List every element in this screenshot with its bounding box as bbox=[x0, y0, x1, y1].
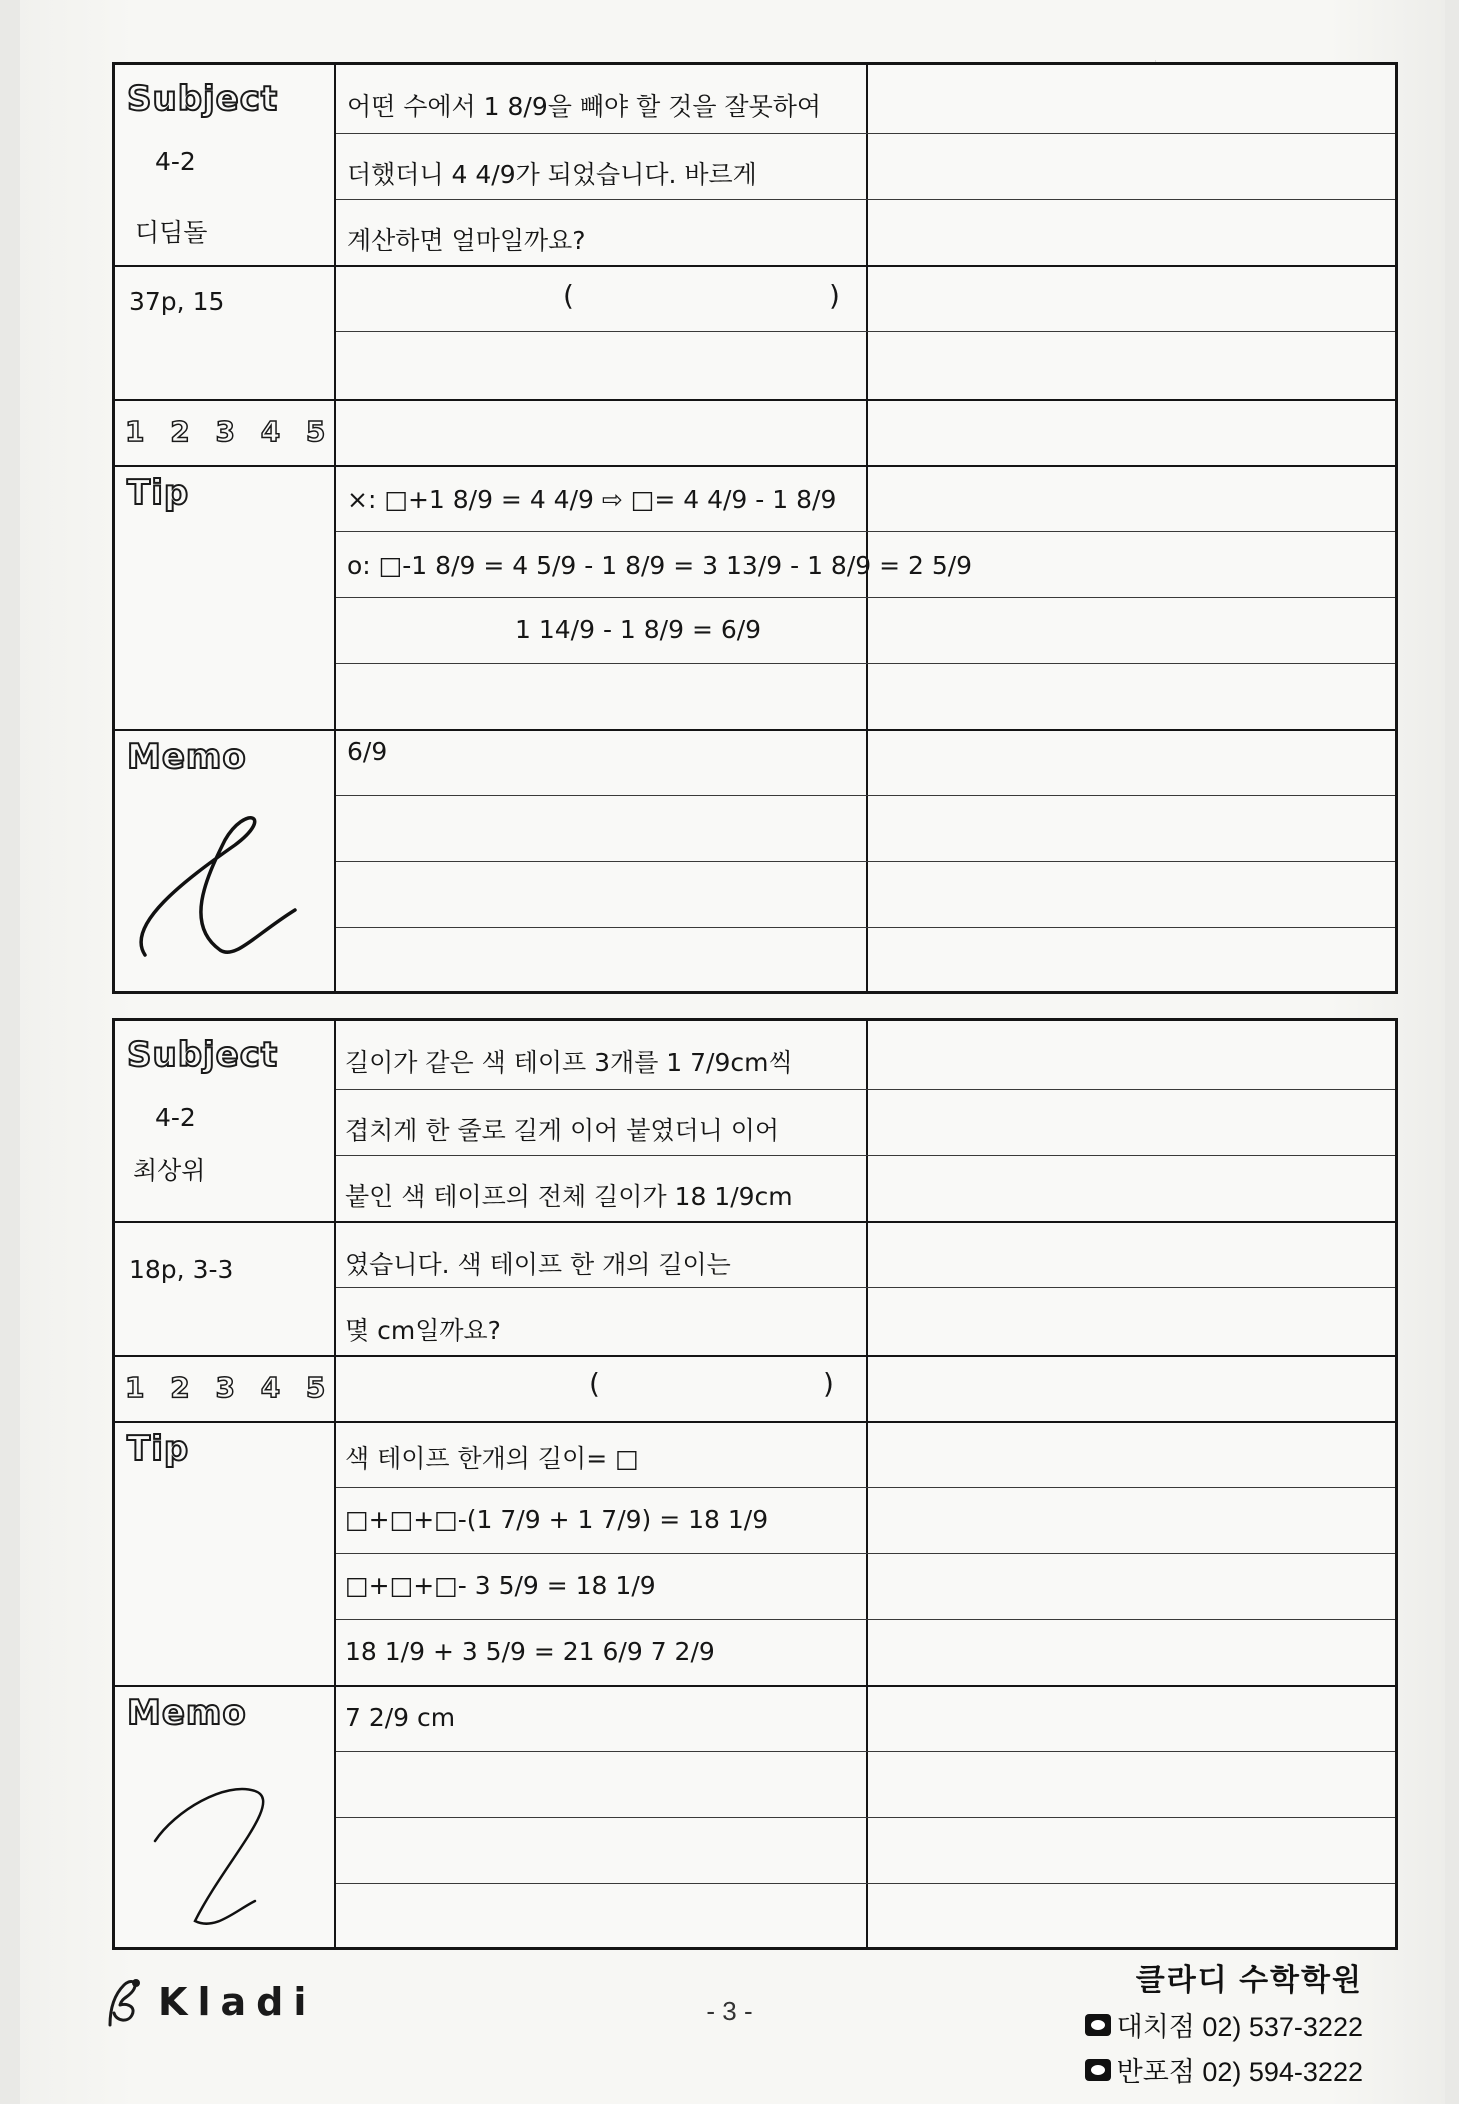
answer-paren-open: ( bbox=[589, 1367, 600, 1400]
question-line: 겹치게 한 줄로 길게 이어 붙였더니 이어 bbox=[345, 1116, 780, 1145]
ruled-line bbox=[336, 729, 1395, 731]
column-divider bbox=[866, 1021, 868, 1947]
ruled-line bbox=[336, 1089, 1395, 1090]
ruled-line bbox=[336, 465, 1395, 467]
row-divider bbox=[115, 399, 336, 401]
question-line: 몇 cm일까요? bbox=[345, 1316, 501, 1345]
memo-label: Memo bbox=[127, 737, 247, 777]
question-line: 붙인 색 테이프의 전체 길이가 18 1/9cm bbox=[345, 1182, 793, 1211]
row-divider bbox=[115, 1355, 336, 1357]
ruled-line bbox=[336, 331, 1395, 332]
book-name: 최상위 bbox=[133, 1156, 206, 1185]
ruled-line bbox=[336, 1221, 1395, 1223]
ruled-line bbox=[336, 265, 1395, 267]
ruled-line bbox=[336, 927, 1395, 928]
ruled-line bbox=[336, 1355, 1395, 1357]
answer-paren-open: ( bbox=[563, 279, 574, 312]
ruled-line bbox=[336, 1817, 1395, 1818]
ruled-line bbox=[336, 1883, 1395, 1884]
branch-banpo: 반포점 02) 594-3222 bbox=[1116, 2057, 1363, 2087]
column-divider bbox=[866, 65, 868, 991]
ruled-line bbox=[336, 531, 1395, 532]
answer-paren-close: ) bbox=[823, 1367, 834, 1400]
worksheet-page bbox=[20, 0, 1445, 2104]
score-circles[interactable]: 1 2 3 4 5 bbox=[125, 415, 334, 448]
kladi-logo-text: Kladi bbox=[158, 1980, 317, 2024]
question-line: 였습니다. 색 테이프 한 개의 길이는 bbox=[345, 1250, 731, 1279]
grade-text: 4-2 bbox=[155, 1103, 196, 1132]
ruled-line bbox=[336, 133, 1395, 134]
tip-line: 1 14/9 - 1 8/9 = 6/9 bbox=[515, 615, 762, 644]
ruled-line bbox=[336, 1487, 1395, 1488]
memo-line: 6/9 bbox=[347, 737, 388, 766]
question-line: 계산하면 얼마일까요? bbox=[347, 226, 586, 255]
ruled-line bbox=[336, 1421, 1395, 1423]
memo-line: 7 2/9 cm bbox=[345, 1703, 456, 1732]
score-circles[interactable]: 1 2 3 4 5 bbox=[125, 1371, 334, 1404]
tip-label: Tip bbox=[127, 1429, 190, 1469]
problem-card-1 bbox=[112, 62, 1398, 994]
page-reference: 18p, 3-3 bbox=[129, 1255, 234, 1284]
branch-daechi: 대치점 02) 537-3222 bbox=[1116, 2012, 1363, 2042]
grade-text: 4-2 bbox=[155, 147, 196, 176]
tip-line: □+□+□-(1 7/9 + 1 7/9) = 18 1/9 bbox=[345, 1505, 769, 1534]
tip-line: 18 1/9 + 3 5/9 = 21 6/9 7 2/9 bbox=[345, 1637, 715, 1666]
ruled-line bbox=[336, 399, 1395, 401]
column-divider bbox=[334, 65, 336, 991]
page-number: - 3 - bbox=[706, 1996, 753, 2026]
subject-label: Subject bbox=[127, 1035, 279, 1075]
ruled-line bbox=[336, 1155, 1395, 1156]
ruled-line bbox=[336, 1685, 1395, 1687]
handwritten-signature bbox=[125, 785, 325, 975]
ruled-line bbox=[336, 1287, 1395, 1288]
ruled-line bbox=[336, 861, 1395, 862]
row-divider bbox=[115, 729, 336, 731]
question-line: 길이가 같은 색 테이프 3개를 1 7/9cm씩 bbox=[345, 1048, 793, 1077]
handwritten-signature bbox=[135, 1771, 325, 1941]
row-divider bbox=[115, 1421, 336, 1423]
ruled-line bbox=[336, 795, 1395, 796]
branch-contact bbox=[1085, 2005, 1363, 2044]
page-reference: 37p, 15 bbox=[129, 287, 225, 316]
ruled-line bbox=[336, 597, 1395, 598]
ruled-line bbox=[336, 1553, 1395, 1554]
problem-card-2 bbox=[112, 1018, 1398, 1950]
question-line: 어떤 수에서 1 8/9을 빼야 할 것을 잘못하여 bbox=[347, 92, 822, 121]
ruled-line bbox=[336, 663, 1395, 664]
row-divider bbox=[115, 1685, 336, 1687]
academy-info bbox=[1085, 1955, 1363, 2089]
question-line: 더했더니 4 4/9가 되었습니다. 바르게 bbox=[347, 160, 757, 189]
ruled-line bbox=[336, 1619, 1395, 1620]
column-divider bbox=[334, 1021, 336, 1947]
row-divider bbox=[115, 1221, 336, 1223]
ruled-line bbox=[336, 199, 1395, 200]
subject-label: Subject bbox=[127, 79, 279, 119]
ruled-line bbox=[336, 1751, 1395, 1752]
answer-paren-close: ) bbox=[829, 279, 840, 312]
academy-name: 클라디 수학학원 bbox=[1135, 1964, 1363, 1997]
row-divider bbox=[115, 265, 336, 267]
tip-line: o: □-1 8/9 = 4 5/9 - 1 8/9 = 3 13/9 - 1 8/9 = 2 5/9 bbox=[347, 551, 973, 580]
memo-label: Memo bbox=[127, 1693, 247, 1733]
row-divider bbox=[115, 465, 336, 467]
phone-icon bbox=[1085, 2014, 1111, 2036]
tip-line: ×: □+1 8/9 = 4 4/9 ⇨ □= 4 4/9 - 1 8/9 bbox=[347, 485, 837, 514]
tip-line: □+□+□- 3 5/9 = 18 1/9 bbox=[345, 1571, 656, 1600]
book-name: 디딤돌 bbox=[135, 218, 208, 247]
tip-label: Tip bbox=[127, 473, 190, 513]
phone-icon bbox=[1085, 2059, 1111, 2081]
branch-contact bbox=[1085, 2050, 1363, 2089]
tip-line: 색 테이프 한개의 길이= □ bbox=[345, 1444, 639, 1473]
